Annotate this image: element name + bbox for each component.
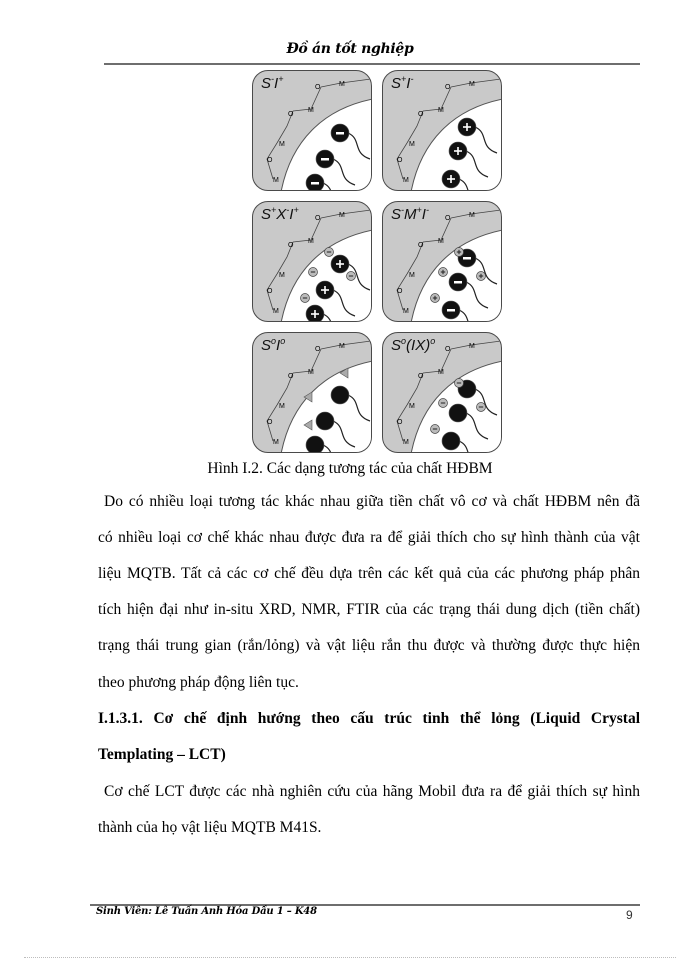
svg-text:M: M [308,238,314,245]
panel-s0-i0 [252,332,372,453]
svg-text:O: O [397,419,403,426]
svg-text:M: M [273,308,279,315]
svg-text:M: M [438,107,444,114]
svg-text:O: O [267,157,273,164]
svg-text:O: O [445,215,451,222]
panel-label: S-M+I- [391,205,429,223]
svg-text:O: O [418,111,424,118]
svg-text:M: M [438,369,444,376]
panel-label: $S^oI^o$ [261,336,286,354]
svg-text:O: O [397,157,403,164]
svg-text:M: M [308,107,314,114]
svg-text:O: O [418,373,424,380]
svg-text:M: M [339,212,345,219]
body-line: theo phương pháp động liên tục. [98,674,299,691]
body-line: tích hiện đại như in-situ XRD, NMR, FTIR của các trạng thái dung dịch (tiền chất) [98,601,640,618]
header-rule [104,63,640,65]
svg-text:O: O [267,288,273,295]
panel-s-plus-i-minus [382,70,502,191]
svg-text:O: O [267,419,273,426]
panel-s-minus-i-plus [252,70,372,191]
body-line: liệu MQTB. Tất cả các cơ chế đều dựa trên các kết quả của các phương pháp phân [98,565,640,582]
svg-text:M: M [403,439,409,446]
svg-text:M: M [279,141,285,148]
svg-text:O: O [315,84,321,91]
svg-text:M: M [469,212,475,219]
section-heading: I.1.3.1. Cơ chế định hướng theo cấu trúc tinh thể lỏng (Liquid Crystal [98,710,640,727]
svg-text:O: O [445,346,451,353]
svg-text:M: M [469,343,475,350]
page-number: 9 [626,908,633,922]
svg-text:M: M [409,403,415,410]
svg-text:M: M [273,177,279,184]
svg-text:O: O [445,84,451,91]
page-header-title: Đồ án tốt nghiệp [286,41,414,57]
body-line: trạng thái trung gian (rắn/lỏng) và vật liệu rắn thu được và thường được thực hiện [98,637,640,654]
svg-text:M: M [279,272,285,279]
svg-text:O: O [315,346,321,353]
svg-text:O: O [397,288,403,295]
svg-text:M: M [409,141,415,148]
panel-label: S-I+ [261,74,284,92]
figure-caption: Hình I.2. Các dạng tương tác của chất HĐBM [207,460,493,477]
figure-surfactant-interactions [252,70,504,454]
svg-text:M: M [409,272,415,279]
section-heading-cont: Templating – LCT) [98,746,226,763]
svg-text:M: M [273,439,279,446]
panel-label: S+X-I+ [261,205,299,223]
svg-text:M: M [403,177,409,184]
svg-text:M: M [339,343,345,350]
page-boundary [24,957,676,958]
svg-text:M: M [403,308,409,315]
body-line: Cơ chế LCT được các nhà nghiên cứu của hãng Mobil đưa ra để giải thích sự hình [104,783,640,800]
svg-text:O: O [418,242,424,249]
body-line: có nhiều loại cơ chế khác nhau được đưa ra để giải thích cho sự hình thành của vật [98,529,640,546]
svg-text:M: M [308,369,314,376]
body-line: thành của họ vật liệu MQTB M41S. [98,819,322,836]
panel-s-plus-x-minus-i-plus [252,201,372,322]
panel-label: S+I- [391,74,414,92]
svg-text:O: O [288,111,294,118]
panel-label: $S^o(IX)^o$ [391,336,436,354]
svg-text:M: M [339,81,345,88]
svg-text:O: O [288,373,294,380]
svg-text:O: O [315,215,321,222]
svg-text:M: M [438,238,444,245]
panel-s-minus-m-plus-i-minus [382,201,502,322]
svg-text:O: O [288,242,294,249]
svg-text:M: M [469,81,475,88]
body-line: Do có nhiều loại tương tác khác nhau giữa tiền chất vô cơ và chất HĐBM nên đã [104,493,640,510]
svg-text:M: M [279,403,285,410]
footer-author: Sinh Viên: Lê Tuấn Anh Hóa Dầu 1 – K48 [96,906,317,917]
panel-s0-ix0 [382,332,502,453]
